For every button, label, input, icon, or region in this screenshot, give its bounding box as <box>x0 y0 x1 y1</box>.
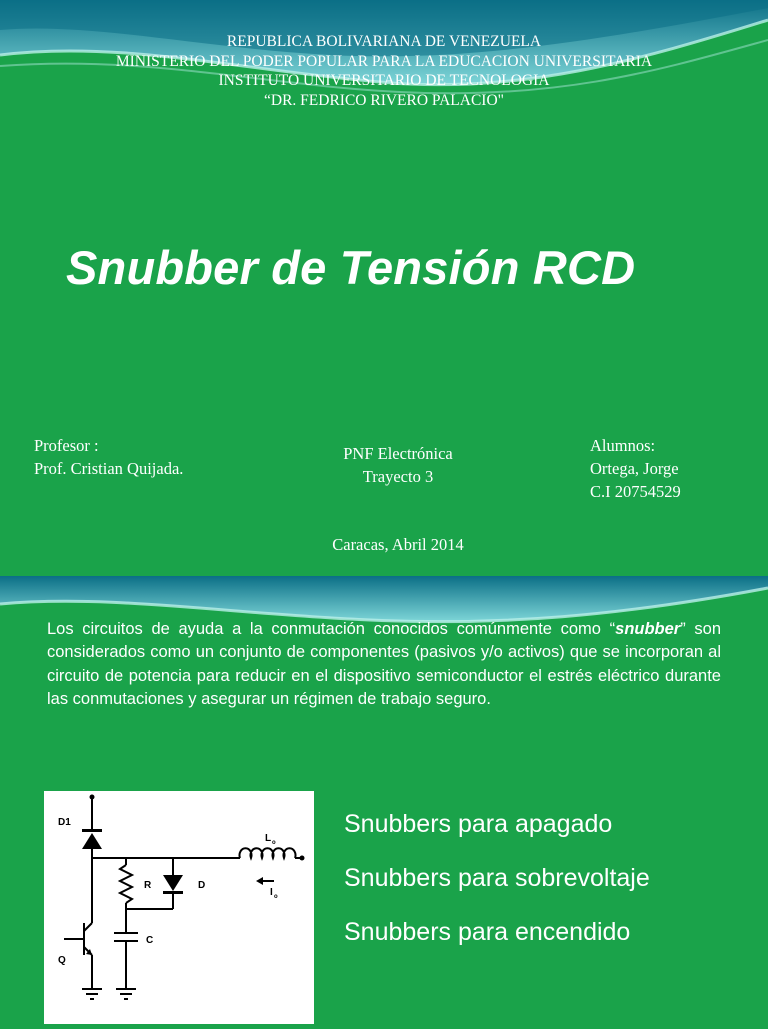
location-date: Caracas, Abril 2014 <box>332 535 464 554</box>
label-io-sub: o <box>274 894 278 900</box>
header-line: “DR. FEDRICO RIVERO PALACIO" <box>264 91 504 109</box>
alumno-ci: C.I 20754529 <box>590 482 681 501</box>
header-line: REPUBLICA BOLIVARIANA DE VENEZUELA <box>226 33 542 50</box>
snubber-type-item: Snubbers para apagado <box>344 810 613 838</box>
label-d1: D1 <box>58 817 71 828</box>
slide-title: Snubber de Tensión RCD <box>66 241 636 294</box>
alumnos-label: Alumnos: <box>590 436 656 455</box>
program-block <box>310 442 486 488</box>
label-io: I <box>270 887 273 898</box>
label-c: C <box>146 935 154 946</box>
snubber-type-item: Snubbers para encendido <box>344 918 631 946</box>
alumnos-block <box>590 434 681 503</box>
profesor-block <box>34 434 183 480</box>
intro-paragraph <box>47 618 721 712</box>
profesor-label: Profesor : <box>34 436 99 455</box>
label-r: R <box>144 880 152 891</box>
snubber-type-item: Snubbers para sobrevoltaje <box>344 864 650 892</box>
intro-text: Los circuitos de ayuda a la conmutación conocidos comúnmente como “ <box>47 620 616 638</box>
alumno-name: Ortega, Jorge <box>590 459 679 478</box>
institution-header <box>0 32 768 110</box>
rcd-circuit-diagram <box>44 791 314 1024</box>
header-line: INSTITUTO UNIVERSITARIO DE TECNOLOGIA <box>218 72 550 89</box>
label-lo-sub: o <box>272 840 276 846</box>
circuit-schematic <box>44 791 314 1024</box>
profesor-name: Prof. Cristian Quijada. <box>34 459 184 478</box>
trayecto: Trayecto 3 <box>362 467 434 486</box>
label-d: D <box>198 880 206 891</box>
label-q: Q <box>58 955 66 966</box>
program-name: PNF Electrónica <box>343 444 453 463</box>
label-lo: L <box>265 833 272 844</box>
header-line: MINISTERIO DEL PODER POPULAR PARA LA EDUCACION UNIVERSITARIA <box>115 52 653 70</box>
snubber-term: snubber <box>615 620 681 638</box>
intro-text-cont: ” son considerados como un conjunto de componentes (pasivos y/o activos) que se incorporan al circuito de potencia para reducir en el dispositivo semiconductor el estrés eléctrico durante las conmutaciones y asegurar un régimen de trabajo seguro. <box>47 620 721 709</box>
